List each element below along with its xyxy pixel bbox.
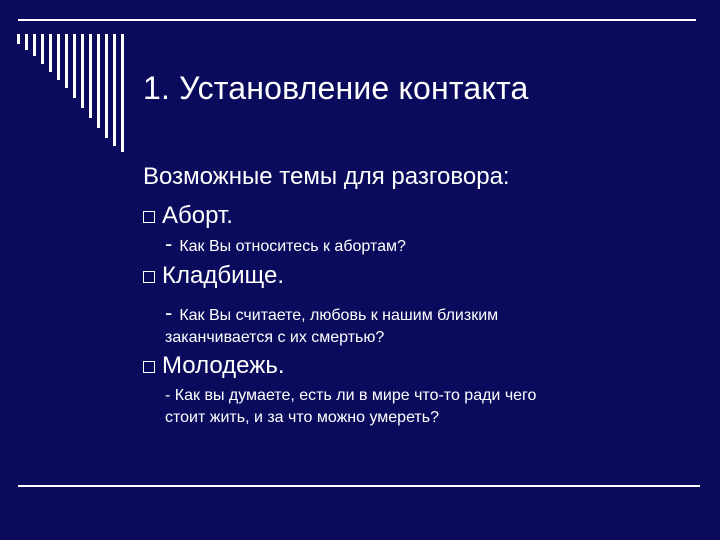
hollow-square-bullet-icon [143,361,155,373]
hollow-square-bullet-icon [143,211,155,223]
question-line: стоит жить, и за что можно умереть? [165,409,439,426]
topic-label: Кладбище. [162,262,284,289]
decorative-stripes-icon [17,34,125,152]
question-dash: - [165,231,173,256]
slide-content [143,0,703,540]
topic-label: Молодежь. [162,352,285,379]
topic-cemetery [143,262,284,290]
topic-label: Аборт. [162,202,233,229]
topic-question [165,302,498,349]
question-dash: - [165,300,173,325]
topic-question [165,233,406,258]
question-line: Как Вы считаете, любовь к нашим близким [179,307,499,324]
question-line: Как Вы относитесь к абортам? [179,238,406,255]
slide-title: 1. Установление контакта [143,70,529,106]
question-line: - Как вы думаете, есть ли в мире что-то ради чего [165,387,537,404]
bottom-divider [18,485,700,487]
intro-text: Возможные темы для разговора: [143,163,510,190]
topic-youth [143,352,284,380]
topic-question [165,385,536,429]
hollow-square-bullet-icon [143,271,155,283]
question-line: заканчивается с их смертью? [165,329,385,346]
topic-abortion [143,202,233,230]
